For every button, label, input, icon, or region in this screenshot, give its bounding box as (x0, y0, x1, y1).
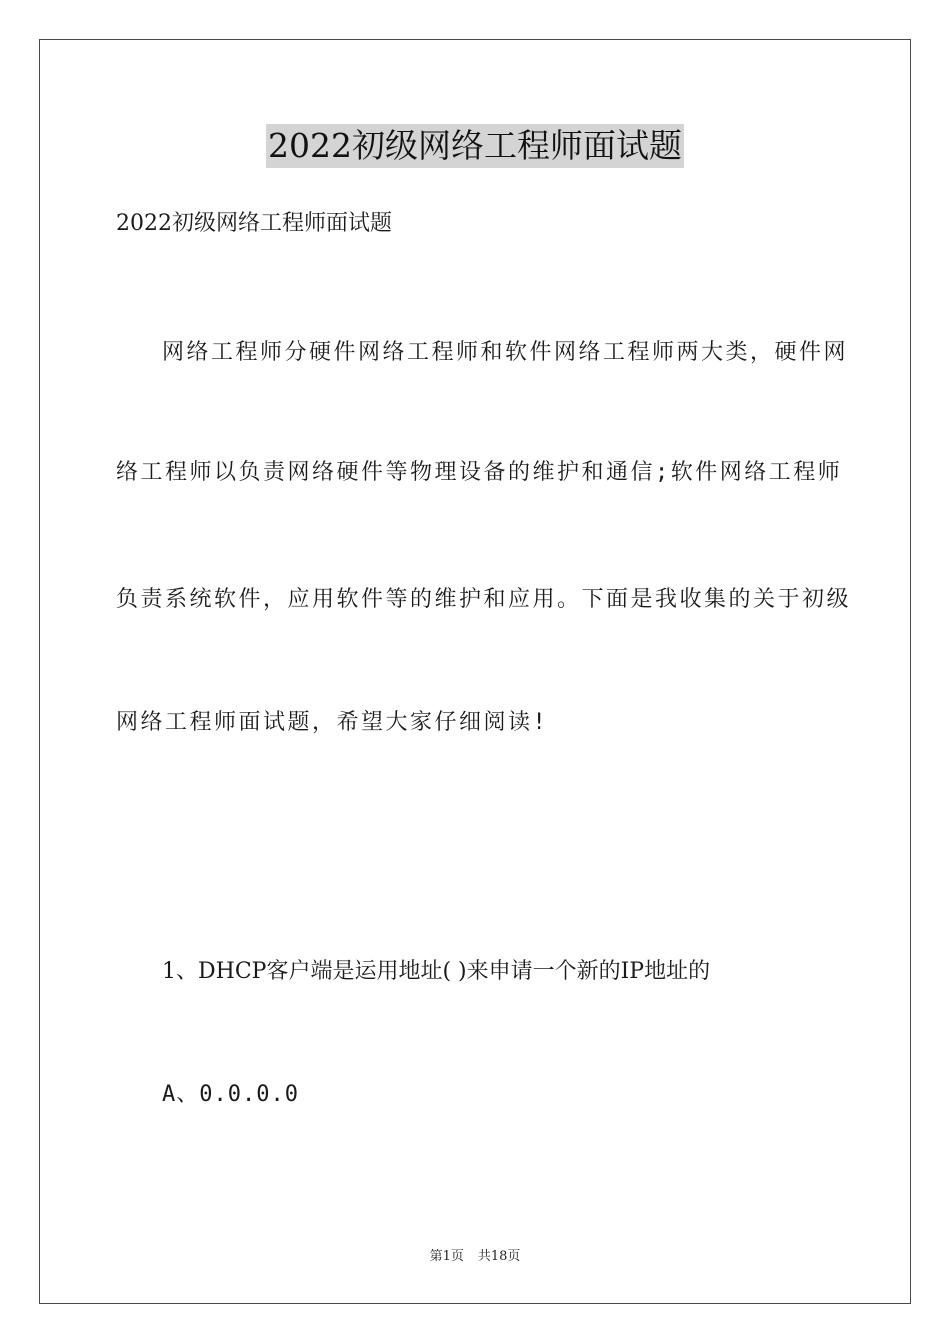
page-footer (0, 1248, 950, 1266)
intro-line-1: 网络工程师分硬件网络工程师和软件网络工程师两大类，硬件网 (162, 340, 849, 365)
intro-line-2: 络工程师以负责网络硬件等物理设备的维护和通信;软件网络工程师 (116, 460, 843, 485)
document-title: 2022初级网络工程师面试题 (266, 124, 684, 168)
page-number: 第1页 (429, 1249, 464, 1264)
intro-line-4: 网络工程师面试题，希望大家仔细阅读! (116, 710, 549, 735)
intro-line-3: 负责系统软件，应用软件等的维护和应用。下面是我收集的关于初级 (116, 587, 852, 612)
question-1: 1、DHCP客户端是运用地址( )来申请一个新的IP地址的 (162, 959, 711, 984)
document-subtitle: 2022初级网络工程师面试题 (116, 211, 392, 236)
title-container (0, 124, 950, 168)
page-total: 共18页 (477, 1249, 521, 1264)
option-a: A、0.0.0.0 (162, 1082, 299, 1107)
